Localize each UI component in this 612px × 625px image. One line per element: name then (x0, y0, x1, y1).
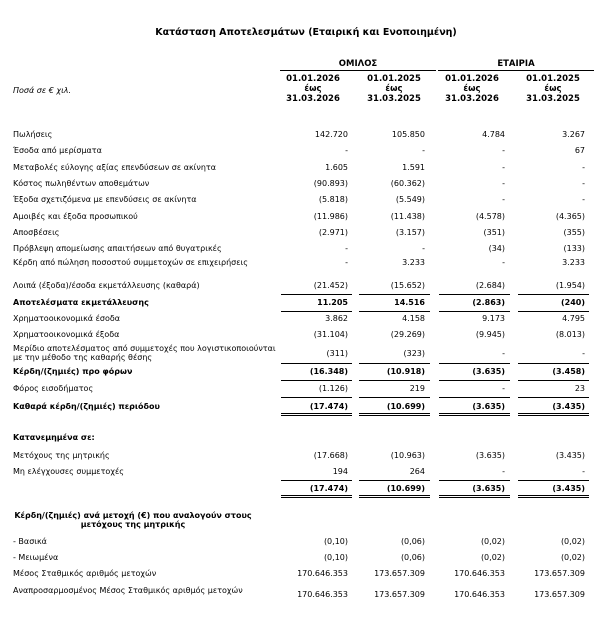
row-value: (0,02) (560, 553, 585, 562)
subtotal-rule (281, 495, 352, 498)
row-value: 4.158 (402, 314, 425, 323)
row-label: Κέρδη/(ζημιές) προ φόρων (13, 367, 133, 376)
row-value: (4.365) (555, 212, 585, 221)
subtotal-rule (439, 363, 510, 364)
row-value: (15.652) (390, 281, 425, 290)
subtotal-rule (518, 413, 589, 416)
row-value: (3.435) (552, 402, 585, 411)
subtotal-rule (359, 397, 430, 398)
company-header: ΕΤΑΙΡΙΑ (438, 59, 594, 71)
row-value: (10.918) (386, 367, 425, 376)
row-value: (10.699) (386, 402, 425, 411)
row-value: (10.963) (390, 451, 425, 460)
subtotal-rule (359, 363, 430, 364)
row-value: 170.646.353 (454, 569, 505, 578)
row-value: (11.438) (390, 212, 425, 221)
row-value: (16.348) (309, 367, 348, 376)
row-value: 11.205 (317, 298, 348, 307)
row-label: Μεταβολές εύλογης αξίας επενδύσεων σε ακίνητα (13, 163, 217, 172)
row-value: 170.646.353 (454, 590, 505, 599)
row-label: Πρόβλεψη απομείωσης απαιτήσεων από θυγατρικές (13, 244, 222, 253)
row-value: (3.435) (555, 451, 585, 460)
row-label: Φόρος εισοδήματος (13, 384, 94, 393)
row-label: Μετόχους της μητρικής (13, 451, 110, 460)
row-value: (355) (563, 228, 585, 237)
subtotal-rule (281, 363, 352, 364)
row-value: 105.850 (391, 130, 425, 139)
row-value: - (345, 244, 348, 253)
row-value: 173.657.309 (374, 569, 425, 578)
subtotal-rule (281, 380, 352, 381)
row-label: Κέρδη από πώληση ποσοστού συμμετοχών σε επιχειρήσεις (13, 258, 248, 267)
row-value: (4.578) (475, 212, 505, 221)
subtotal-rule (359, 413, 430, 416)
subtotal-rule (518, 480, 589, 481)
subtotal-rule (439, 294, 510, 295)
row-value: (3.435) (552, 484, 585, 493)
subtotal-rule (359, 294, 430, 295)
row-label: Αποτελέσματα εκμετάλλευσης (13, 298, 149, 307)
subtotal-rule (518, 363, 589, 364)
row-value: (0,02) (480, 537, 505, 546)
row-value: 3.267 (562, 130, 585, 139)
row-label: - Μειωμένα (13, 553, 59, 562)
row-value: (17.474) (309, 402, 348, 411)
subtotal-rule (439, 380, 510, 381)
subtotal-rule (518, 495, 589, 498)
row-value: - (502, 163, 505, 172)
row-value: 142.720 (314, 130, 348, 139)
row-value: - (502, 349, 505, 358)
row-value: (351) (483, 228, 505, 237)
period-header-group-2025: 01.01.2025 έως 31.03.2025 (367, 74, 421, 104)
row-value: (9.945) (475, 330, 505, 339)
row-label: Κέρδη/(ζημιές) ανά μετοχή (€) που αναλογούν στους μετόχους της μητρικής (14, 511, 252, 529)
row-label: Πωλήσεις (13, 130, 53, 139)
row-label: Κόστος πωληθέντων αποθεμάτων (13, 179, 150, 188)
row-value: 173.657.309 (534, 569, 585, 578)
row-label: Αμοιβές και έξοδα προσωπικού (13, 212, 138, 221)
row-label: Έσοδα από μερίσματα (13, 146, 102, 155)
row-value: (3.157) (395, 228, 425, 237)
row-value: - (502, 146, 505, 155)
row-value: (3.635) (472, 402, 505, 411)
row-value: 170.646.353 (297, 569, 348, 578)
subtotal-rule (518, 294, 589, 295)
row-value: 3.233 (402, 258, 425, 267)
row-value: - (345, 146, 348, 155)
subtotal-rule (281, 413, 352, 416)
row-value: (2.684) (475, 281, 505, 290)
subtotal-rule (518, 397, 589, 398)
row-value: (3.635) (475, 451, 505, 460)
subtotal-rule (359, 480, 430, 481)
subtotal-rule (439, 495, 510, 498)
row-value: (29.269) (390, 330, 425, 339)
row-label: Κατανεμημένα σε: (13, 433, 95, 442)
row-label: Μερίδιο αποτελέσματος από συμμετοχές που λογιστικοποιούνται με την μέθοδο της καθαρής θέσης (13, 344, 276, 362)
subtotal-rule (281, 311, 352, 312)
row-value: - (502, 258, 505, 267)
row-label: Χρηματοοικονομικά έσοδα (13, 314, 121, 323)
row-value: (240) (560, 298, 585, 307)
row-value: (3.458) (552, 367, 585, 376)
row-value: (34) (488, 244, 505, 253)
row-value: - (502, 195, 505, 204)
row-value: - (345, 258, 348, 267)
row-value: 14.516 (394, 298, 425, 307)
period-header-group-2026: 01.01.2026 έως 31.03.2026 (286, 74, 340, 104)
row-value: (0,06) (400, 537, 425, 546)
row-value: - (582, 195, 585, 204)
row-value: (3.635) (472, 484, 505, 493)
row-value: (10.699) (386, 484, 425, 493)
row-value: (2.971) (318, 228, 348, 237)
row-value: (90.893) (313, 179, 348, 188)
row-value: - (582, 179, 585, 188)
row-value: 3.862 (325, 314, 348, 323)
subtotal-rule (281, 397, 352, 398)
subtotal-rule (439, 480, 510, 481)
row-label: Αναπροσαρμοσμένος Μέσος Σταθμικός αριθμός μετοχών (13, 586, 243, 595)
row-value: (0,02) (480, 553, 505, 562)
row-value: (3.635) (472, 367, 505, 376)
row-label: Μέσος Σταθμικός αριθμός μετοχών (13, 569, 157, 578)
subtotal-rule (439, 311, 510, 312)
subtotal-rule (359, 380, 430, 381)
row-value: - (422, 244, 425, 253)
row-value: - (502, 467, 505, 476)
row-value: 4.784 (482, 130, 505, 139)
row-value: (5.818) (318, 195, 348, 204)
subtotal-rule (359, 311, 430, 312)
subtotal-rule (439, 413, 510, 416)
row-label: Καθαρά κέρδη/(ζημιές) περιόδου (13, 402, 160, 411)
row-value: (11.986) (313, 212, 348, 221)
row-value: 173.657.309 (534, 590, 585, 599)
row-label: Έξοδα σχετιζόμενα με επενδύσεις σε ακίνητα (13, 195, 197, 204)
row-value: (1.126) (318, 384, 348, 393)
subtotal-rule (439, 397, 510, 398)
subtotal-rule (281, 294, 352, 295)
row-value: (17.474) (309, 484, 348, 493)
row-value: (5.549) (395, 195, 425, 204)
row-value: 219 (409, 384, 425, 393)
row-value: (31.104) (313, 330, 348, 339)
group-header: ΟΜΙΛΟΣ (280, 59, 436, 71)
row-value: (21.452) (313, 281, 348, 290)
row-value: 1.591 (402, 163, 425, 172)
row-value: (17.668) (313, 451, 348, 460)
subtotal-rule (281, 480, 352, 481)
row-value: 67 (574, 146, 585, 155)
statement-title: Κατάσταση Αποτελεσμάτων (Εταιρική και Ενοποιημένη) (155, 27, 457, 38)
row-label: Μη ελέγχουσες συμμετοχές (13, 467, 124, 476)
row-value: 194 (332, 467, 348, 476)
row-value: (2.863) (472, 298, 505, 307)
row-value: (311) (326, 349, 348, 358)
row-value: 173.657.309 (374, 590, 425, 599)
period-header-company-2025: 01.01.2025 έως 31.03.2025 (526, 74, 580, 104)
subtotal-rule (518, 311, 589, 312)
row-value: - (582, 349, 585, 358)
row-value: (0,10) (323, 553, 348, 562)
row-value: - (502, 384, 505, 393)
row-value: 23 (574, 384, 585, 393)
row-label: Αποσβέσεις (13, 228, 60, 237)
row-value: 1.605 (325, 163, 348, 172)
row-value: 9.173 (482, 314, 505, 323)
row-label: Λοιπά (έξοδα)/έσοδα εκμετάλλευσης (καθαρά) (13, 281, 200, 290)
row-value: - (422, 146, 425, 155)
row-value: 3.233 (562, 258, 585, 267)
row-value: 170.646.353 (297, 590, 348, 599)
row-value: - (502, 179, 505, 188)
subtotal-rule (359, 495, 430, 498)
row-value: - (582, 467, 585, 476)
row-value: (133) (563, 244, 585, 253)
row-value: 4.795 (562, 314, 585, 323)
subtotal-rule (518, 380, 589, 381)
unit-label: Ποσά σε € χιλ. (13, 86, 72, 95)
row-value: (60.362) (390, 179, 425, 188)
row-value: (1.954) (555, 281, 585, 290)
row-value: 264 (409, 467, 425, 476)
row-value: (0,10) (323, 537, 348, 546)
row-value: (8.013) (555, 330, 585, 339)
row-value: (0,02) (560, 537, 585, 546)
row-value: (0,06) (400, 553, 425, 562)
row-value: (323) (403, 349, 425, 358)
row-label: Χρηματοοικονομικά έξοδα (13, 330, 120, 339)
row-value: - (582, 163, 585, 172)
period-header-company-2026: 01.01.2026 έως 31.03.2026 (445, 74, 499, 104)
row-label: - Βασικά (13, 537, 47, 546)
